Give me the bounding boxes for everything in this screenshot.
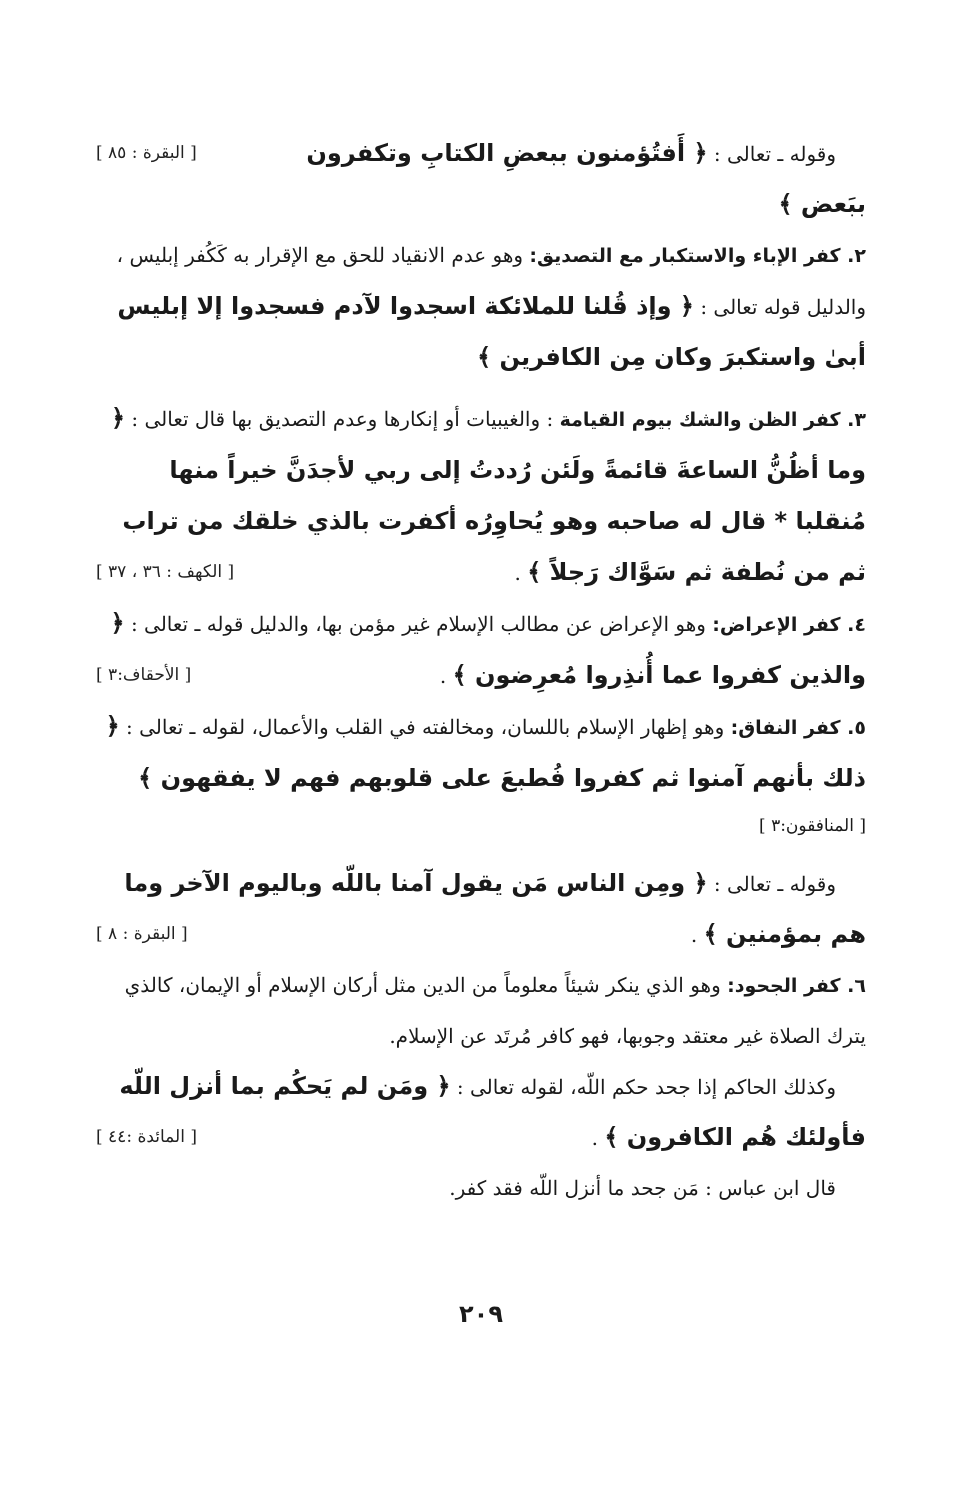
- paragraph-6-tail: .: [690, 923, 698, 947]
- paragraph-7: [96, 960, 866, 1061]
- paragraph-4: [96, 598, 866, 701]
- heading-kufr-dhann: ٣. كفر الظن والشك بيوم القيامة: [559, 409, 866, 431]
- reference-ahqaf-3: [ الأحقاف:٣ ]: [96, 665, 192, 685]
- paragraph-5-text: وهو إظهار الإسلام باللسان، ومخالفته في القلب والأعمال، لقوله ـ تعالى :: [119, 715, 725, 739]
- paragraph-5: [96, 701, 866, 804]
- paragraph-4-text: وهو الإعراض عن مطالب الإسلام غير مؤمن بها، والدليل قوله ـ تعالى :: [124, 612, 706, 636]
- paragraph-3-text: : والغيبيات أو إنكارها وعدم التصديق بها قال تعالى :: [125, 407, 554, 431]
- ayah-baqarah-8: ﴿ ومِن الناس مَن يقول آمنا باللّه وباليوم الآخر وما هم بمؤمنين ﴾: [124, 869, 866, 948]
- heading-kufr-iraad: ٤. كفر الإعراض:: [712, 614, 866, 636]
- reference-maidah-44: [ المائدة :٤٤ ]: [96, 1127, 197, 1147]
- paragraph-1: [96, 128, 866, 230]
- paragraph-3-tail: .: [514, 561, 521, 585]
- ayah-munafiqun: ﴿ ذلك بأنهم آمنوا ثم كفروا فُطبعَ على قلوبهم فهم لا يفقهون ﴾: [105, 712, 866, 792]
- paragraph-8-text: وكذلك الحاكم إذا جحد حكم اللّه، لقوله تعالى :: [450, 1075, 836, 1099]
- page-number: ٢٠٩: [459, 1300, 503, 1328]
- ayah-iblees: ﴿ وإذ قُلنا للملائكة اسجدوا لآدم فسجدوا إلا إبليس أبىٰ واستكبرَ وكان مِن الكافرين ﴾: [117, 292, 866, 371]
- ayah-ahqaf: ﴿ والذين كفروا عما أُنذِروا مُعرِضون ﴾: [110, 609, 866, 689]
- paragraph-1-text: وقوله ـ تعالى :: [707, 142, 836, 166]
- ayah-kahf: ﴿ وما أظُنُّ الساعةَ قائمةً ولَئن رُددتُ إلى ربي لأجدَنَّ خيراً منها مُنقلبا * قال له صاحبه وهو يُحاوِرُه أكفرت بالذي خلقك من تراب ثم من نُطفة ثم سَوَّاك رَجلاً ﴾: [110, 404, 866, 586]
- paragraph-9-text: قال ابن عباس : مَن جحد ما أنزل اللّه فقد كفر.: [449, 1176, 836, 1200]
- paragraph-7-text: وهو الذي ينكر شيئاً معلوماً من الدين مثل أركان الإسلام أو الإيمان، كالذي يترك الصلاة غير معتقد وجوبها، فهو كافر مُرتَد عن الإسلام.: [124, 973, 866, 1048]
- heading-kufr-juhud: ٦. كفر الجحود:: [727, 975, 866, 997]
- paragraph-9: [96, 1163, 866, 1213]
- heading-kufr-nifaq: ٥. كفر النفاق:: [730, 717, 866, 739]
- paragraph-6-text: وقوله ـ تعالى :: [707, 872, 836, 896]
- paragraph-3: [96, 393, 866, 598]
- paragraph-8: [96, 1061, 866, 1163]
- paragraph-6: [96, 858, 866, 960]
- paragraph-4-tail: .: [439, 664, 447, 688]
- page-body: [96, 128, 866, 1213]
- ayah-baqarah-85: ﴿ أَفتُؤمنون ببعضِ الكتابِ وتكفرون ببَعض ﴾: [306, 139, 866, 218]
- reference-munafiqun-3: [ المنافقون:٣ ]: [759, 816, 866, 836]
- paragraph-8-tail: .: [591, 1126, 598, 1150]
- heading-kufr-ibaa: ٢. كفر الإباء والاستكبار مع التصديق:: [529, 245, 866, 267]
- reference-kahf-36-37: [ الكهف : ٣٦ ، ٣٧ ]: [96, 562, 235, 582]
- reference-line-munafiqun: [96, 804, 866, 848]
- reference-baqarah-85: [ البقرة : ٨٥ ]: [96, 143, 197, 163]
- paragraph-2-text: وهو عدم الانقياد للحق مع الإقرار به كَكُفر إبليس ، والدليل قوله تعالى :: [116, 243, 866, 319]
- paragraph-2: [96, 230, 866, 383]
- reference-baqarah-8: [ البقرة : ٨ ]: [96, 924, 188, 944]
- ayah-maidah: ﴿ ومَن لم يَحكُم بما أنزل اللّه فأولئك هُم الكافرون ﴾: [119, 1072, 866, 1151]
